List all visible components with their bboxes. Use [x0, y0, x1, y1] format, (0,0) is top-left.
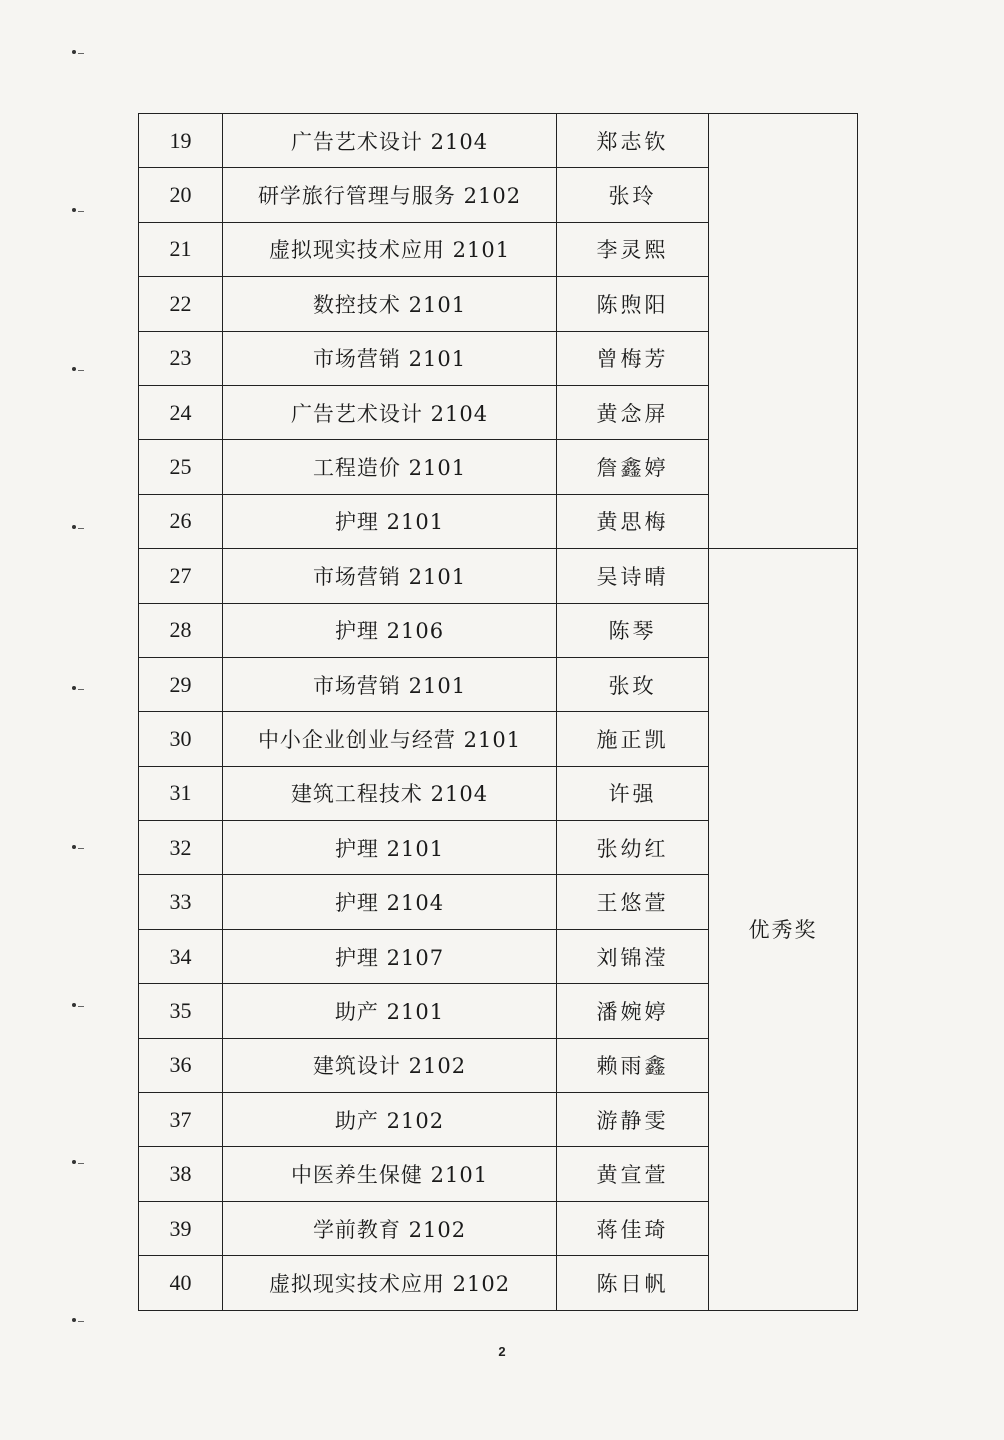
- class-cell: 护理 2101: [223, 821, 557, 875]
- row-number-cell: 33: [139, 875, 223, 929]
- row-number-cell: 22: [139, 277, 223, 331]
- class-cell: 助产 2101: [223, 984, 557, 1038]
- student-name-cell: 游静雯: [557, 1093, 709, 1147]
- row-number-cell: 28: [139, 603, 223, 657]
- award-list-table: [138, 113, 858, 1311]
- binding-hole-mark: [72, 367, 86, 373]
- class-cell: 中小企业创业与经营 2101: [223, 712, 557, 766]
- student-name-cell: 张玫: [557, 657, 709, 711]
- row-number-cell: 25: [139, 440, 223, 494]
- row-number-cell: 40: [139, 1256, 223, 1310]
- class-cell: 广告艺术设计 2104: [223, 114, 557, 168]
- row-number-cell: 19: [139, 114, 223, 168]
- class-cell: 数控技术 2101: [223, 277, 557, 331]
- class-cell: 护理 2106: [223, 603, 557, 657]
- student-name-cell: 黄宣萱: [557, 1147, 709, 1201]
- student-name-cell: 吴诗晴: [557, 549, 709, 603]
- class-cell: 市场营销 2101: [223, 331, 557, 385]
- class-cell: 护理 2107: [223, 929, 557, 983]
- class-cell: 建筑设计 2102: [223, 1038, 557, 1092]
- class-cell: 护理 2101: [223, 494, 557, 548]
- class-cell: 市场营销 2101: [223, 657, 557, 711]
- row-number-cell: 29: [139, 657, 223, 711]
- row-number-cell: 38: [139, 1147, 223, 1201]
- student-name-cell: 李灵熙: [557, 222, 709, 276]
- class-cell: 助产 2102: [223, 1093, 557, 1147]
- class-cell: 广告艺术设计 2104: [223, 385, 557, 439]
- row-number-cell: 24: [139, 385, 223, 439]
- student-name-cell: 潘婉婷: [557, 984, 709, 1038]
- row-number-cell: 39: [139, 1201, 223, 1255]
- student-name-cell: 许强: [557, 766, 709, 820]
- row-number-cell: 35: [139, 984, 223, 1038]
- student-name-cell: 蒋佳琦: [557, 1201, 709, 1255]
- student-name-cell: 王悠萱: [557, 875, 709, 929]
- award-level-cell: 优秀奖: [709, 549, 858, 1310]
- student-name-cell: 张幼红: [557, 821, 709, 875]
- class-cell: 市场营销 2101: [223, 549, 557, 603]
- binding-hole-mark: [72, 208, 86, 214]
- student-name-cell: 郑志钦: [557, 114, 709, 168]
- row-number-cell: 23: [139, 331, 223, 385]
- row-number-cell: 34: [139, 929, 223, 983]
- student-name-cell: 陈日帆: [557, 1256, 709, 1310]
- class-cell: 中医养生保健 2101: [223, 1147, 557, 1201]
- student-name-cell: 张玲: [557, 168, 709, 222]
- class-cell: 建筑工程技术 2104: [223, 766, 557, 820]
- row-number-cell: 32: [139, 821, 223, 875]
- row-number-cell: 31: [139, 766, 223, 820]
- table-row: [139, 114, 858, 168]
- student-name-cell: 陈琴: [557, 603, 709, 657]
- class-cell: 虚拟现实技术应用 2102: [223, 1256, 557, 1310]
- student-name-cell: 赖雨鑫: [557, 1038, 709, 1092]
- binding-hole-mark: [72, 1160, 86, 1166]
- class-cell: 虚拟现实技术应用 2101: [223, 222, 557, 276]
- class-cell: 护理 2104: [223, 875, 557, 929]
- row-number-cell: 36: [139, 1038, 223, 1092]
- row-number-cell: 37: [139, 1093, 223, 1147]
- student-name-cell: 黄思梅: [557, 494, 709, 548]
- class-cell: 工程造价 2101: [223, 440, 557, 494]
- student-name-cell: 曾梅芳: [557, 331, 709, 385]
- award-level-cell: [709, 114, 858, 549]
- row-number-cell: 20: [139, 168, 223, 222]
- table-row: [139, 549, 858, 603]
- row-number-cell: 21: [139, 222, 223, 276]
- student-name-cell: 黄念屏: [557, 385, 709, 439]
- binding-hole-mark: [72, 525, 86, 531]
- class-cell: 学前教育 2102: [223, 1201, 557, 1255]
- student-name-cell: 陈煦阳: [557, 277, 709, 331]
- class-cell: 研学旅行管理与服务 2102: [223, 168, 557, 222]
- page-number: 2: [498, 1344, 506, 1359]
- row-number-cell: 27: [139, 549, 223, 603]
- binding-hole-mark: [72, 1318, 86, 1324]
- student-name-cell: 刘锦滢: [557, 929, 709, 983]
- binding-hole-mark: [72, 1003, 86, 1009]
- student-name-cell: 詹鑫婷: [557, 440, 709, 494]
- student-name-cell: 施正凯: [557, 712, 709, 766]
- binding-hole-mark: [72, 686, 86, 692]
- row-number-cell: 26: [139, 494, 223, 548]
- binding-hole-mark: [72, 50, 86, 56]
- row-number-cell: 30: [139, 712, 223, 766]
- binding-hole-mark: [72, 845, 86, 851]
